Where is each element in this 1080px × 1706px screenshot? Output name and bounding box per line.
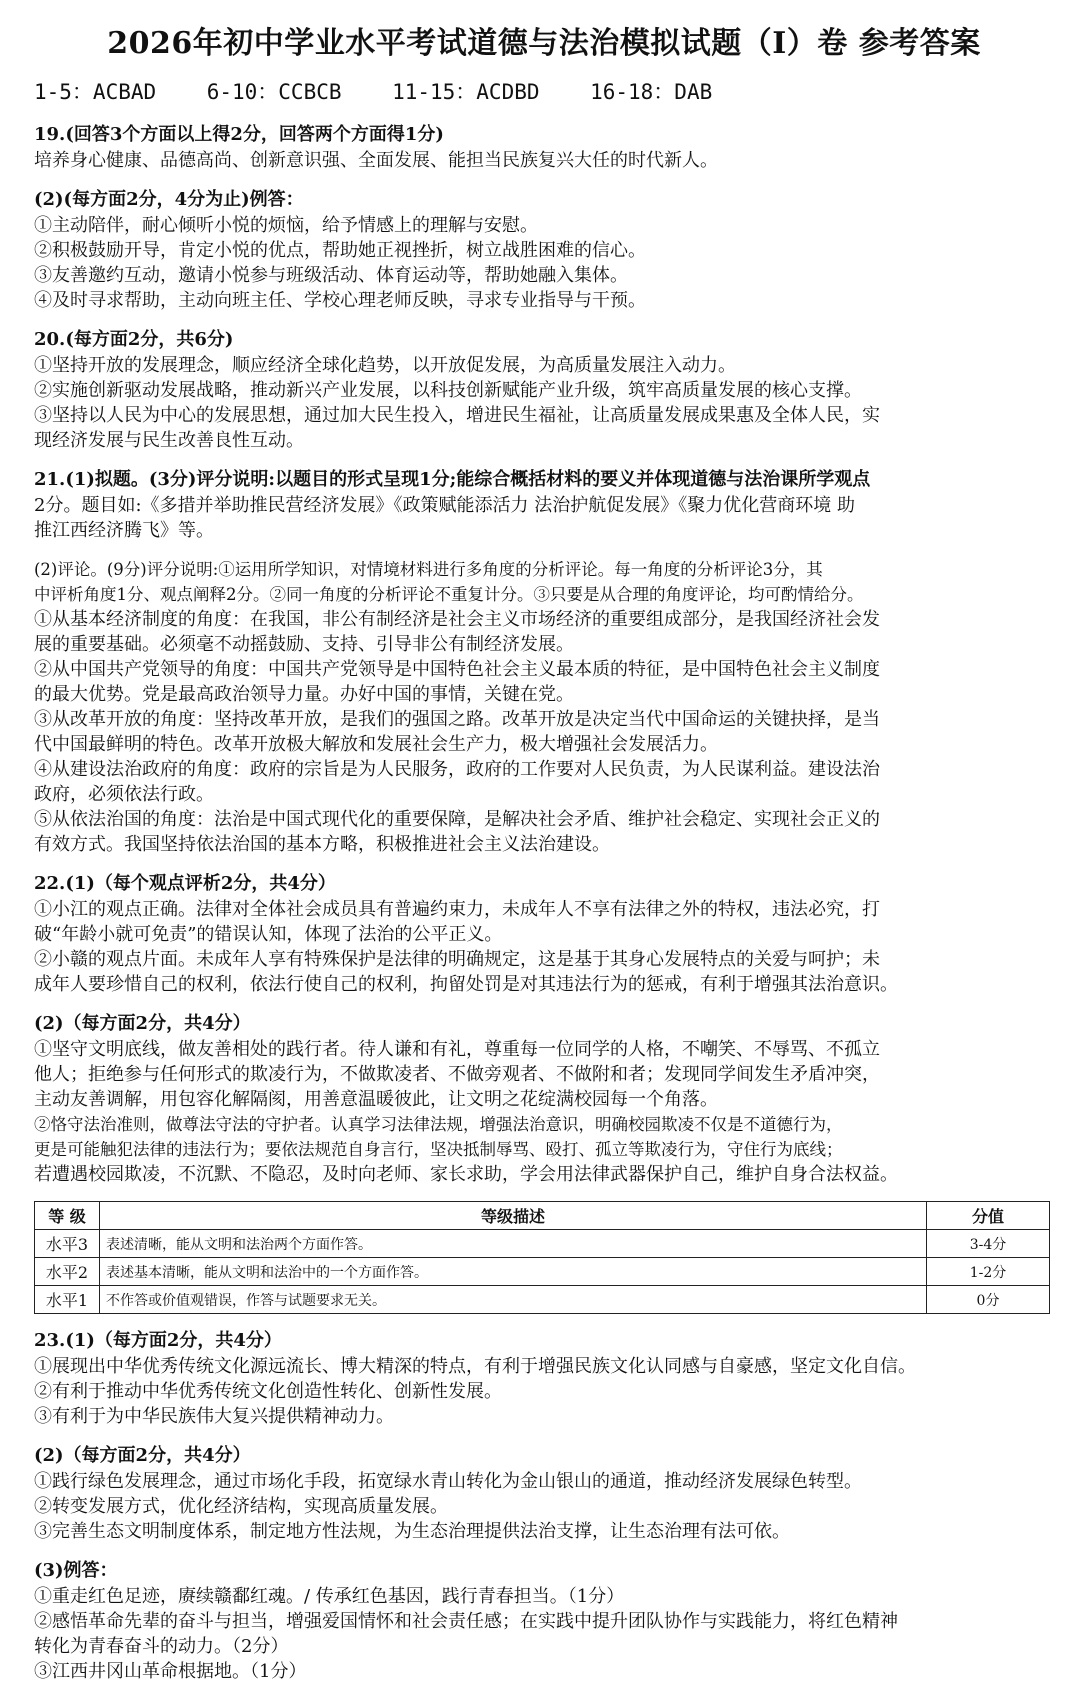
answer-line: ③坚持以人民为中心的发展思想，通过加大民生投入，增进民生福祉，让高质量发展成果惠及全体人民，实 xyxy=(34,405,880,426)
answer-line: ①坚持开放的发展理念，顺应经济全球化趋势，以开放促发展，为高质量发展注入动力。 xyxy=(34,355,736,376)
answer-line: ③江西井冈山革命根据地。（1分） xyxy=(34,1661,307,1682)
answer-line: ①坚守文明底线，做友善相处的践行者。待人谦和有礼，尊重每一位同学的人格，不嘲笑、不辱骂、不孤立 xyxy=(34,1039,880,1060)
answer-line: ①践行绿色发展理念，通过市场化手段，拓宽绿水青山转化为金山银山的通道，推动经济发展绿色转型。 xyxy=(34,1471,862,1492)
answer-line: ⑤从依法治国的角度：法治是中国式现代化的重要保障，是解决社会矛盾、维护社会稳定、实现社会正义的 xyxy=(34,809,880,830)
answer-line: ①从基本经济制度的角度：在我国，非公有制经济是社会主义市场经济的重要组成部分，是我国经济社会发 xyxy=(34,609,880,630)
answer-line: 成年人要珍惜自己的权利，依法行使自己的权利，拘留处罚是对其违法行为的惩戒，有利于增强其法治意识。 xyxy=(34,974,898,995)
header-description: 等级描述 xyxy=(100,1202,927,1230)
answer-line: ①主动陪伴，耐心倾听小悦的烦恼，给予情感上的理解与安慰。 xyxy=(34,215,538,236)
answer-line: 破“年龄小就可免责”的错误认知，体现了法治的公平正义。 xyxy=(34,924,503,945)
answer-line: 的最大优势。党是最高政治领导力量。办好中国的事情，关键在党。 xyxy=(34,684,574,705)
header-score: 分值 xyxy=(927,1202,1050,1230)
answer-line: ②积极鼓励开导，肯定小悦的优点，帮助她正视挫折，树立战胜困难的信心。 xyxy=(34,240,646,261)
page-title: 2026年初中学业水平考试道德与法治模拟试题（Ⅰ）卷 参考答案 xyxy=(107,26,981,61)
answer-line: ②转变发展方式，优化经济结构，实现高质量发展。 xyxy=(34,1496,448,1517)
section-heading: (2)(每方面2分，4分为止)例答： xyxy=(34,189,304,210)
answer-line: ①展现出中华优秀传统文化源远流长、博大精深的特点，有利于增强民族文化认同感与自豪感，坚定文化自信。 xyxy=(34,1356,916,1377)
answer-line: ①重走红色足迹，赓续赣鄱红魂。/ 传承红色基因，践行青春担当。（1分） xyxy=(34,1586,625,1607)
section-heading: (2)（每方面2分，共4分） xyxy=(34,1445,251,1466)
answer-line: 转化为青春奋斗的动力。（2分） xyxy=(34,1636,289,1657)
section-heading: (2)（每方面2分，共4分） xyxy=(34,1013,251,1034)
answer-line: ②实施创新驱动发展战略，推动新兴产业发展，以科技创新赋能产业升级，筑牢高质量发展的核心支撑。 xyxy=(34,380,862,401)
level-cell: 水平1 xyxy=(35,1286,100,1314)
answer-section xyxy=(34,1328,1054,1429)
answer-line: 展的重要基础。必须毫不动摇鼓励、支持、引导非公有制经济发展。 xyxy=(34,634,574,655)
answer-line: 政府，必须依法行政。 xyxy=(34,784,214,805)
answer-line: ②感悟革命先辈的奋斗与担当，增强爱国情怀和社会责任感；在实践中提升团队协作与实践能力，将红色精神 xyxy=(34,1611,898,1632)
section-heading: 22.(1)（每个观点评析2分，共4分） xyxy=(34,873,336,894)
answer-section xyxy=(34,1558,1054,1684)
answer-line: 中评析角度1分、观点阐释2分。②同一角度的分析评论不重复计分。③只要是从合理的角度评论，均可酌情给分。 xyxy=(34,585,864,604)
answer-line: 主动友善调解，用包容化解隔阂，用善意温暖彼此，让文明之花绽满校园每一个角落。 xyxy=(34,1089,718,1110)
answer-line: 培养身心健康、品德高尚、创新意识强、全面发展、能担当民族复兴大任的时代新人。 xyxy=(34,150,718,171)
description-cell: 不作答或价值观错误，作答与试题要求无关。 xyxy=(100,1286,927,1314)
description-cell: 表述清晰，能从文明和法治两个方面作答。 xyxy=(100,1230,927,1258)
answer-section xyxy=(34,557,1054,857)
answer-line: 他人；拒绝参与任何形式的欺凌行为，不做欺凌者、不做旁观者、不做附和者；发现同学间发生矛盾冲突， xyxy=(34,1064,880,1085)
answer-line: 代中国最鲜明的特色。改革开放极大解放和发展社会生产力，极大增强社会发展活力。 xyxy=(34,734,718,755)
description-cell: 表述基本清晰，能从文明和法治中的一个方面作答。 xyxy=(100,1258,927,1286)
answer-line: ②小赣的观点片面。未成年人享有特殊保护是法律的明确规定，这是基于其身心发展特点的关爱与呵护；未 xyxy=(34,949,880,970)
answer-line: 更是可能触犯法律的违法行为；要依法规范自身言行，坚决抵制辱骂、殴打、孤立等欺凌行为，守住行为底线； xyxy=(34,1140,843,1159)
level-cell: 水平2 xyxy=(35,1258,100,1286)
section-heading: 21.(1)拟题。(3分)评分说明:以题目的形式呈现1分;能综合概括材料的要义并体现道德与法治课所学观点 xyxy=(34,469,871,490)
header-level: 等 级 xyxy=(35,1202,100,1230)
answer-section xyxy=(34,1011,1054,1187)
table-row xyxy=(35,1286,1050,1314)
table-row xyxy=(35,1230,1050,1258)
answer-sections-continued xyxy=(34,1328,1054,1684)
answer-line: ②有利于推动中华优秀传统文化创造性转化、创新性发展。 xyxy=(34,1381,502,1402)
answer-line: (2)评论。(9分)评分说明:①运用所学知识，对情境材料进行多角度的分析评论。每一角度的分析评论3分，其 xyxy=(34,560,823,579)
answer-line: ①小江的观点正确。法律对全体社会成员具有普遍约束力，未成年人不享有法律之外的特权，违法必究，打 xyxy=(34,899,880,920)
grading-table-header xyxy=(35,1202,1050,1230)
answer-line: ③从改革开放的角度：坚持改革开放，是我们的强国之路。改革开放是决定当代中国命运的关键抉择，是当 xyxy=(34,709,880,730)
grading-table xyxy=(34,1201,1050,1314)
answer-line: ④从建设法治政府的角度：政府的宗旨是为人民服务，政府的工作要对人民负责，为人民谋利益。建设法治 xyxy=(34,759,880,780)
answer-section xyxy=(34,1443,1054,1544)
answer-line: 2分。题目如:《多措并举助推民营经济发展》《政策赋能添活力 法治护航促发展》《聚力优化营商环境 助 xyxy=(34,495,855,516)
answer-section xyxy=(34,327,1054,453)
table-row xyxy=(35,1258,1050,1286)
answer-line: ③完善生态文明制度体系，制定地方性法规，为生态治理提供法治支撑，让生态治理有法可依。 xyxy=(34,1521,790,1542)
answer-line: 现经济发展与民生改善良性互动。 xyxy=(34,430,304,451)
score-cell: 0分 xyxy=(927,1286,1050,1314)
score-cell: 1-2分 xyxy=(927,1258,1050,1286)
answer-line: ②恪守法治准则，做尊法守法的守护者。认真学习法律法规，增强法治意识，明确校园欺凌不仅是不道德行为， xyxy=(34,1115,843,1134)
section-heading: 20.(每方面2分，共6分) xyxy=(34,329,234,350)
answer-line: ②从中国共产党领导的角度：中国共产党领导是中国特色社会主义最本质的特征，是中国特色社会主义制度 xyxy=(34,659,880,680)
answer-line: ③有利于为中华民族伟大复兴提供精神动力。 xyxy=(34,1406,394,1427)
answer-line: ④及时寻求帮助，主动向班主任、学校心理老师反映，寻求专业指导与干预。 xyxy=(34,290,646,311)
answer-line: ③友善邀约互动，邀请小悦参与班级活动、体育运动等，帮助她融入集体。 xyxy=(34,265,628,286)
answer-sections xyxy=(34,122,1054,1187)
answer-line: 若遭遇校园欺凌，不沉默、不隐忍，及时向老师、家长求助，学会用法律武器保护自己，维护自身合法权益。 xyxy=(34,1164,898,1185)
answer-line: 推江西经济腾飞》等。 xyxy=(34,520,214,541)
answer-line: 有效方式。我国坚持依法治国的基本方略，积极推进社会主义法治建设。 xyxy=(34,834,610,855)
multiple-choice-answers: 1-5：ACBAD 6-10：CCBCB 11-15：ACDBD 16-18：DAB xyxy=(34,80,713,104)
level-cell: 水平3 xyxy=(35,1230,100,1258)
score-cell: 3-4分 xyxy=(927,1230,1050,1258)
section-heading: 23.(1)（每方面2分，共4分） xyxy=(34,1330,282,1351)
answer-section xyxy=(34,467,1054,543)
section-heading: 19.(回答3个方面以上得2分，回答两个方面得1分) xyxy=(34,124,444,145)
answer-section xyxy=(34,122,1054,173)
section-heading: (3)例答： xyxy=(34,1560,118,1581)
answer-section xyxy=(34,871,1054,997)
answer-section xyxy=(34,187,1054,313)
